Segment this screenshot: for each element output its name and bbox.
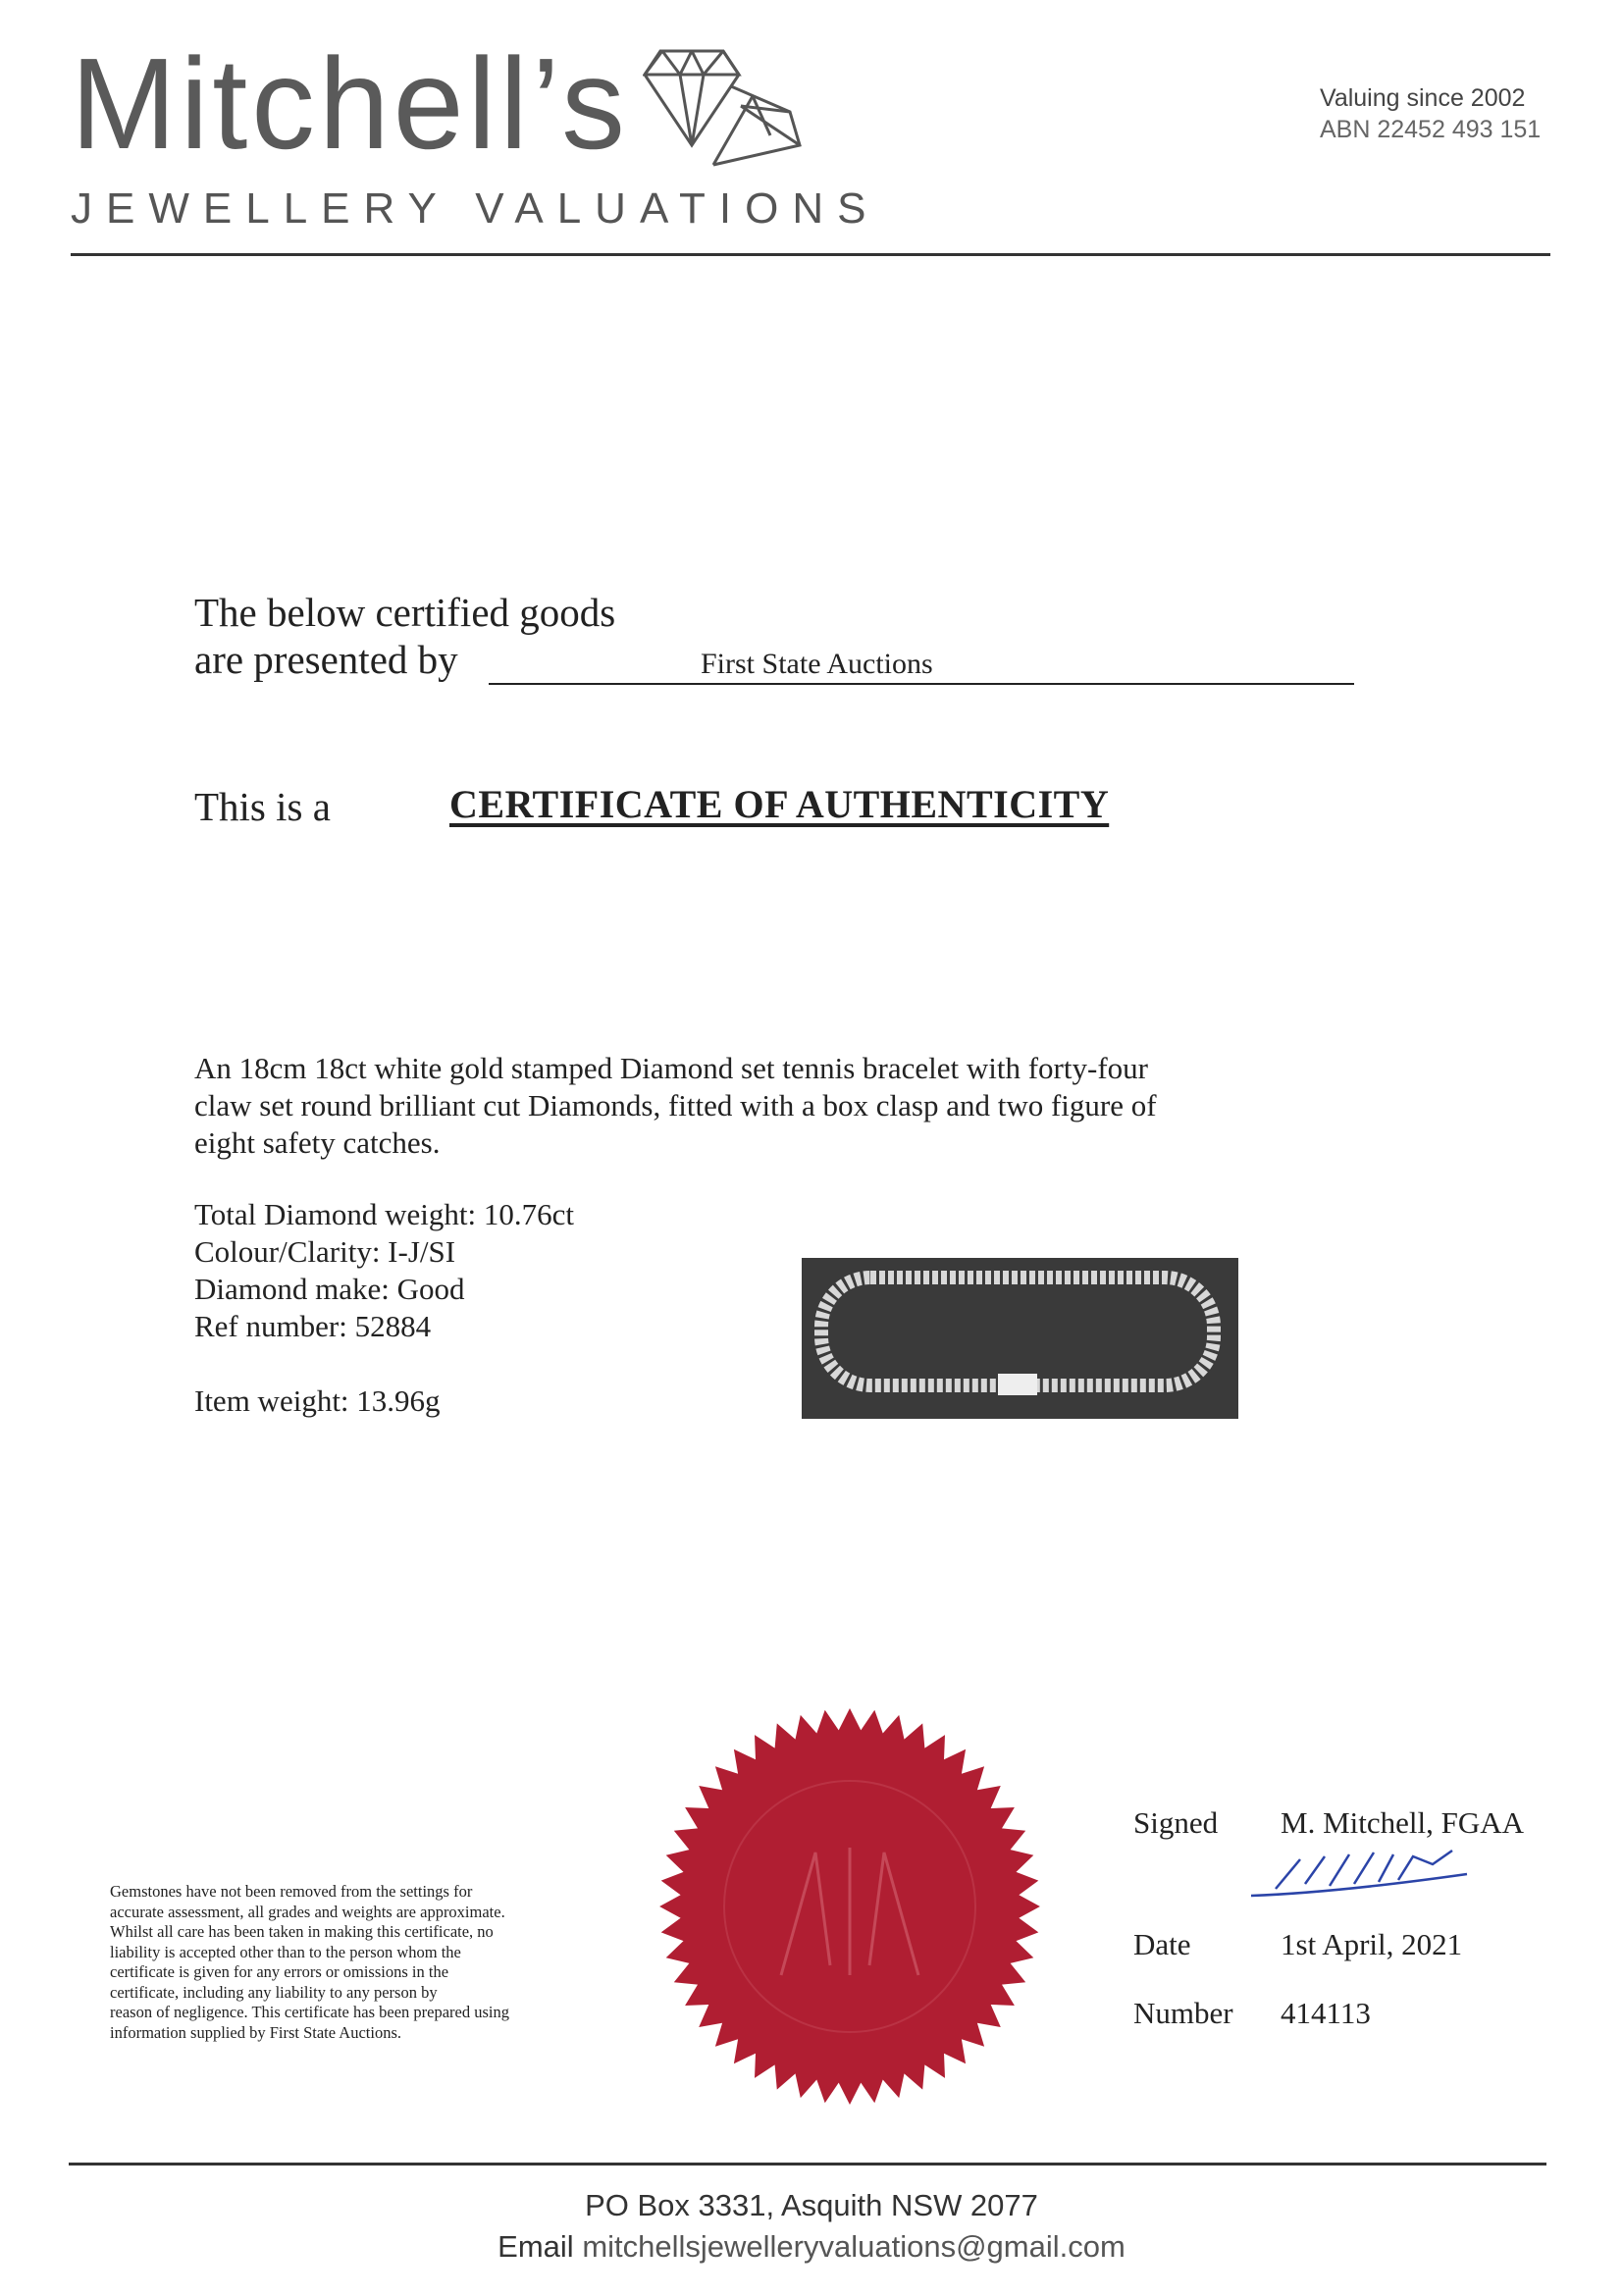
item-description xyxy=(194,1050,1323,1162)
disclaimer-line: liability is accepted other than to the person whom the xyxy=(110,1942,461,1961)
presenter-underline xyxy=(489,683,1354,685)
number-value: 414113 xyxy=(1281,1996,1371,2030)
header-divider xyxy=(71,253,1550,256)
bracelet-photo xyxy=(802,1258,1238,1419)
wax-seal xyxy=(648,1705,1052,2108)
brand-name: Mitchell’s xyxy=(71,31,629,176)
disclaimer-line: accurate assessment, all grades and weights are approximate. xyxy=(110,1902,505,1921)
diamond-make: Diamond make: Good xyxy=(194,1272,465,1306)
presented-line2: are presented by xyxy=(194,637,458,682)
footer-email-line xyxy=(0,2229,1623,2265)
certificate-title: CERTIFICATE OF AUTHENTICITY xyxy=(449,782,1110,826)
disclaimer-line: Gemstones have not been removed from the settings for xyxy=(110,1882,473,1901)
disclaimer-line: certificate, including any liability to any person by xyxy=(110,1982,438,2002)
disclaimer-line: certificate is given for any errors or omissions in the xyxy=(110,1962,449,1981)
email-link[interactable]: mitchellsjewelleryvaluations@gmail.com xyxy=(582,2229,1126,2264)
description-line: An 18cm 18ct white gold stamped Diamond set tennis bracelet with forty-four xyxy=(194,1051,1148,1085)
abn-number: ABN 22452 493 151 xyxy=(1320,116,1542,143)
description-line: claw set round brilliant cut Diamonds, fitted with a box clasp and two figure of xyxy=(194,1088,1157,1122)
disclaimer-line: reason of negligence. This certificate has been prepared using xyxy=(110,2003,509,2021)
footer-divider xyxy=(69,2163,1546,2166)
signature xyxy=(1246,1845,1472,1904)
certificate-prefix: This is a xyxy=(194,784,331,829)
diamond-logo-icon xyxy=(643,47,819,177)
number-label: Number xyxy=(1133,1996,1233,2030)
signer-name: M. Mitchell, FGAA xyxy=(1281,1805,1524,1840)
disclaimer xyxy=(110,1882,601,2043)
signed-label: Signed xyxy=(1133,1805,1219,1840)
email-label: Email xyxy=(497,2229,574,2264)
disclaimer-line: Whilst all care has been taken in making this certificate, no xyxy=(110,1922,494,1941)
brand-subtitle: JEWELLERY VALUATIONS xyxy=(71,184,880,233)
ref-number: Ref number: 52884 xyxy=(194,1309,432,1343)
date-value: 1st April, 2021 xyxy=(1281,1927,1463,1961)
total-diamond-weight: Total Diamond weight: 10.76ct xyxy=(194,1197,574,1231)
date-label: Date xyxy=(1133,1927,1191,1961)
footer-address: PO Box 3331, Asquith NSW 2077 xyxy=(585,2188,1038,2222)
description-line: eight safety catches. xyxy=(194,1125,441,1160)
item-weight: Item weight: 13.96g xyxy=(194,1383,441,1418)
presented-line1: The below certified goods xyxy=(194,590,616,635)
disclaimer-line: information supplied by First State Auctions. xyxy=(110,2022,401,2042)
valuing-since: Valuing since 2002 xyxy=(1320,84,1526,112)
presenter-name: First State Auctions xyxy=(701,648,933,680)
colour-clarity: Colour/Clarity: I-J/SI xyxy=(194,1234,456,1269)
